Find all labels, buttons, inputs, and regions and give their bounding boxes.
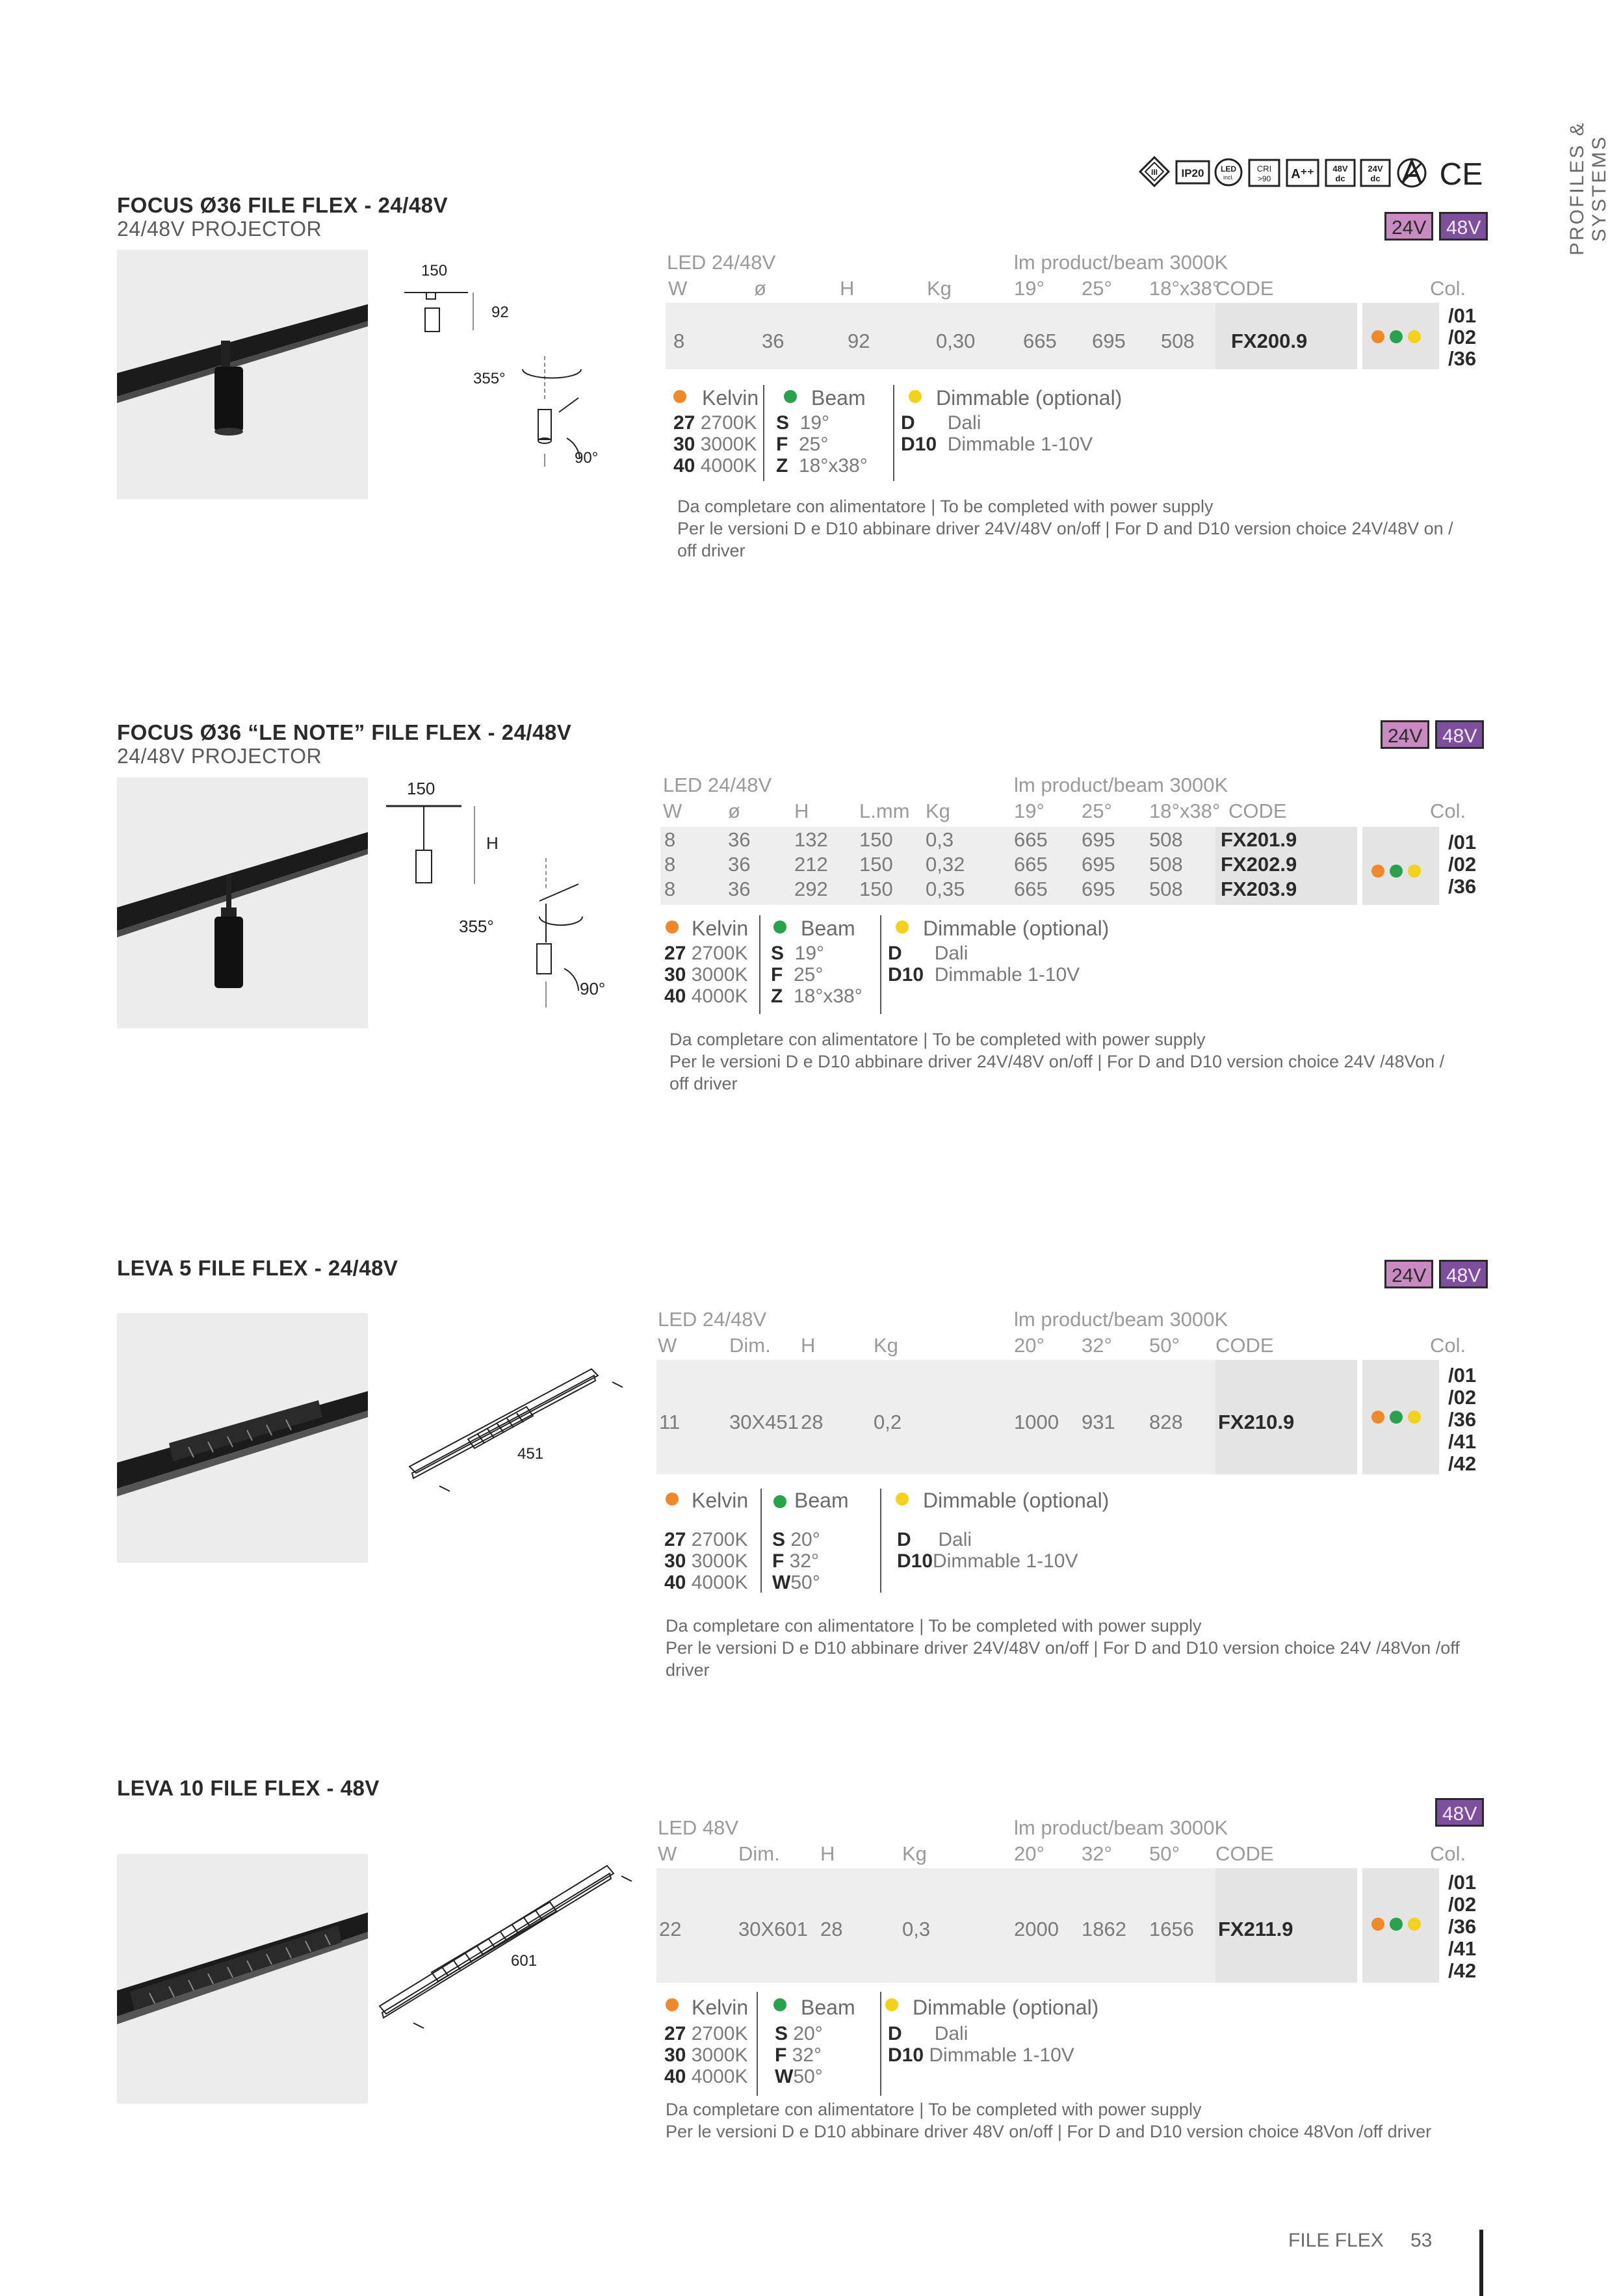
beam-dot	[1390, 865, 1403, 878]
col-header-kg: Kg	[927, 277, 952, 300]
cell-lm1: 665	[1023, 330, 1057, 352]
col-header-col: Col.	[1430, 277, 1466, 300]
svg-text:24V: 24V	[1368, 164, 1383, 174]
color-code: /01	[1448, 1364, 1477, 1387]
legend-kelvin-heading: Kelvin	[692, 917, 749, 940]
legend-dimmable-list: D Dali D10 Dimmable 1-10V	[888, 2023, 1074, 2066]
svg-text:LED: LED	[1221, 164, 1236, 174]
col-header-dim: Dim.	[729, 1334, 771, 1357]
cell-w: 8	[673, 330, 685, 352]
certification-icons	[1136, 153, 1494, 190]
col-header-code: CODE	[1215, 1334, 1274, 1357]
beam-dot	[773, 1495, 786, 1508]
dimmable-dot	[1408, 1918, 1421, 1931]
cell-h: 28	[801, 1411, 824, 1433]
color-code: /01	[1448, 831, 1477, 854]
cell-kg: 0,2	[874, 1411, 902, 1433]
color-code: /36	[1448, 347, 1477, 370]
voltage-badge-24v: 24V	[1381, 720, 1429, 749]
col-header-code: CODE	[1215, 277, 1274, 300]
dim-height-label: 92	[491, 304, 509, 321]
cell-lm1: 1000	[1014, 1411, 1059, 1433]
col-header-beam1: 19°	[1014, 800, 1045, 822]
tilt-label: 90°	[580, 979, 606, 998]
cell-h: 92	[848, 330, 870, 352]
product-title: LEVA 5 FILE FLEX - 24/48V	[117, 1256, 398, 1280]
product-title: LEVA 10 FILE FLEX - 48V	[117, 1776, 380, 1800]
col-header-dim: Dim.	[738, 1842, 780, 1865]
kelvin-dot	[666, 1493, 679, 1506]
dim-height-label: H	[486, 833, 499, 853]
voltage-badge-24v: 24V	[1384, 212, 1433, 241]
cell-lm1: 2000	[1014, 1918, 1059, 1940]
legend-beam-heading: Beam	[811, 386, 866, 410]
led-label: LED 24/48V	[663, 774, 772, 796]
footer-section-label: FILE FLEX	[1288, 2230, 1384, 2251]
legend-divider	[880, 915, 881, 1014]
cri-icon	[1249, 160, 1279, 186]
page-number: 53	[1410, 2230, 1433, 2251]
color-code: /36	[1448, 1915, 1477, 1938]
24v-dc-icon	[1361, 160, 1390, 186]
cell-dim: 30X451	[729, 1411, 799, 1433]
legend-divider	[893, 385, 894, 481]
legend-kelvin-heading: Kelvin	[692, 1489, 749, 1512]
col-header-col: Col.	[1430, 1842, 1466, 1865]
svg-text:dc: dc	[1370, 174, 1381, 183]
col-header-h: H	[840, 277, 855, 300]
product-photo	[117, 777, 368, 1028]
product-subtitle: 24/48V PROJECTOR	[117, 744, 322, 768]
lm-label: lm product/beam 3000K	[1014, 251, 1228, 274]
legend-beam-list: S 19° F 25° Z 18°x38°	[771, 943, 863, 1007]
kelvin-dot	[666, 1998, 679, 2011]
cell-lm3: 1656	[1149, 1918, 1194, 1940]
no-tool-icon	[1398, 159, 1425, 187]
legend-divider	[880, 1489, 881, 1593]
legend-divider	[763, 385, 764, 481]
col-header-w: W	[668, 277, 688, 300]
col-header-w: W	[658, 1334, 677, 1357]
legend-beam-list: S 19° F 25° Z 18°x38°	[776, 412, 868, 476]
product-notes: Da completare con alimentatore | To be completed with power supply Per le versioni D e D10 abbinare driver 24V/48V on/off | For D and D10 version choice 24V/48V on / off driver	[677, 497, 1453, 560]
col-header-code: CODE	[1215, 1842, 1274, 1865]
cell-lm2: 1862	[1082, 1918, 1126, 1940]
led-label: LED 24/48V	[667, 251, 776, 274]
beam-dot	[773, 920, 786, 933]
kelvin-dot	[1371, 1918, 1384, 1931]
color-code: /36	[1448, 1408, 1477, 1431]
color-code: /41	[1448, 1937, 1477, 1960]
legend-divider	[760, 1489, 762, 1593]
legend-dimmable-heading: Dimmable (optional)	[923, 1489, 1110, 1512]
voltage-badge-48v: 48V	[1439, 212, 1488, 241]
lm-label: lm product/beam 3000K	[1014, 774, 1228, 796]
cell-kg: 0,3	[902, 1918, 931, 1940]
svg-text:48V: 48V	[1332, 164, 1348, 174]
cell-lm3: 828	[1149, 1411, 1183, 1433]
cell-lm3: 508	[1161, 330, 1195, 352]
product-photo	[117, 1854, 368, 2104]
product-code: FX203.9	[1221, 878, 1297, 900]
col-header-dia: ø	[754, 277, 766, 300]
legend-dimmable-heading: Dimmable (optional)	[936, 386, 1123, 410]
beam-dot	[1390, 330, 1403, 343]
dimmable-dot	[896, 1493, 909, 1506]
legend-divider	[757, 1992, 758, 2096]
dimmable-dot	[1408, 330, 1421, 343]
technical-drawing	[383, 774, 630, 1014]
col-header-kg: Kg	[926, 800, 950, 822]
product-photo	[117, 250, 368, 499]
product-notes: Da completare con alimentatore | To be completed with power supply Per le versioni D e D10 abbinare driver 48V on/off | For D and D10 version choice 48Von /off driver	[666, 2100, 1432, 2141]
color-code: /02	[1448, 326, 1477, 348]
legend-beam-heading: Beam	[801, 1996, 855, 2019]
col-header-col: Col.	[1430, 1334, 1466, 1357]
voltage-badge-48v: 48V	[1435, 720, 1484, 749]
product-subtitle: 24/48V PROJECTOR	[117, 217, 322, 241]
dimmable-dot	[885, 1998, 898, 2011]
product-code: FX210.9	[1218, 1411, 1295, 1433]
rotation-label: 355°	[459, 917, 494, 936]
footer-marker-bar	[1479, 2230, 1483, 2296]
product-code: FX201.9	[1221, 828, 1297, 851]
col-header-h: H	[794, 800, 809, 822]
col-header-length: L.mm	[859, 800, 910, 822]
dim-length-label: 451	[517, 1445, 544, 1463]
legend-beam-list: S 20° F 32° W50°	[775, 2023, 823, 2087]
dimmable-dot	[909, 390, 922, 403]
cell-dia: 36	[762, 330, 785, 352]
ip20-icon	[1176, 161, 1209, 183]
48v-dc-icon	[1326, 160, 1355, 186]
legend-beam-list: S 20° F 32° W50°	[772, 1529, 820, 1593]
side-section-label: PROFILES & SYSTEMS	[1566, 121, 1610, 256]
product-notes: Da completare con alimentatore | To be completed with power supply Per le versioni D e D10 abbinare driver 24V/48V on/off | For D and D10 version choice 24V /48Von /off driver	[666, 1616, 1460, 1680]
legend-kelvin-heading: Kelvin	[702, 386, 759, 410]
svg-text:III: III	[1150, 168, 1158, 177]
product-code: FX211.9	[1218, 1918, 1293, 1940]
col-header-w: W	[658, 1842, 677, 1865]
rotation-label: 355°	[473, 370, 506, 387]
led-label: LED 48V	[658, 1816, 739, 1839]
cell-dim: 30X601	[738, 1918, 808, 1940]
color-code: /01	[1448, 304, 1477, 327]
col-header-beam3: 50°	[1149, 1842, 1180, 1865]
cell-lm2: 931	[1082, 1411, 1115, 1433]
led-label: LED 24/48V	[658, 1308, 767, 1331]
svg-text:>90: >90	[1257, 174, 1271, 183]
col-header-beam3: 50°	[1149, 1334, 1180, 1357]
cell-w: 22	[659, 1918, 682, 1940]
legend-kelvin-heading: Kelvin	[692, 1996, 749, 2019]
ce-mark-icon	[1440, 157, 1483, 190]
voltage-badge-24v: 24V	[1384, 1260, 1433, 1288]
col-header-beam1: 20°	[1014, 1334, 1045, 1357]
led-incl-icon	[1215, 159, 1241, 185]
tilt-label: 90°	[575, 449, 599, 467]
kelvin-dot	[666, 920, 679, 933]
col-header-beam1: 20°	[1014, 1842, 1045, 1865]
voltage-badge-48v: 48V	[1439, 1260, 1488, 1288]
energy-class-icon	[1287, 160, 1318, 186]
legend-dimmable-list: D Dali D10 Dimmable 1-10V	[901, 412, 1093, 455]
dim-width-label: 150	[407, 779, 435, 798]
color-code: /02	[1448, 1893, 1477, 1916]
beam-dot	[1390, 1918, 1403, 1931]
technical-drawing	[396, 259, 630, 480]
legend-kelvin-list: 27 2700K 30 3000K 40 4000K	[673, 412, 757, 476]
technical-drawing	[403, 1359, 643, 1515]
lm-label: lm product/beam 3000K	[1014, 1816, 1228, 1839]
class-III-icon	[1140, 157, 1169, 186]
col-header-dia: ø	[728, 800, 740, 822]
legend-beam-heading: Beam	[801, 917, 855, 940]
dim-length-label: 601	[511, 1952, 538, 1970]
legend-dimmable-heading: Dimmable (optional)	[923, 917, 1110, 940]
beam-dot	[1390, 1411, 1403, 1424]
color-code: /42	[1448, 1959, 1477, 1982]
voltage-badge-48v: 48V	[1435, 1798, 1484, 1827]
col-header-kg: Kg	[874, 1334, 898, 1357]
color-code: /36	[1448, 875, 1477, 898]
legend-dimmable-heading: Dimmable (optional)	[913, 1996, 1099, 2019]
col-header-beam2: 32°	[1082, 1842, 1112, 1865]
dimmable-dot	[1408, 865, 1421, 878]
legend-dimmable-list: D Dali D10 Dimmable 1-10V	[888, 943, 1080, 985]
product-notes: Da completare con alimentatore | To be completed with power supply Per le versioni D e D10 abbinare driver 24V/48V on/off | For D and D10 version choice 24V /48Von / off driver	[669, 1030, 1445, 1093]
col-header-code: CODE	[1228, 800, 1287, 822]
legend-divider	[759, 915, 760, 1014]
kelvin-dot	[673, 390, 686, 403]
product-photo	[117, 1313, 368, 1563]
beam-dot	[773, 1998, 786, 2011]
product-title: FOCUS Ø36 “LE NOTE” FILE FLEX - 24/48V	[117, 720, 572, 744]
kelvin-dot	[1371, 865, 1384, 878]
legend-kelvin-list: 27 2700K 30 3000K 40 4000K	[664, 1529, 748, 1593]
col-header-beam2: 25°	[1082, 800, 1112, 822]
dimmable-dot	[896, 920, 909, 933]
col-header-col: Col.	[1430, 800, 1466, 822]
kelvin-dot	[1371, 1411, 1384, 1424]
col-header-beam3: 18°x38°	[1149, 277, 1221, 300]
svg-text:CRI: CRI	[1256, 164, 1272, 174]
legend-dimmable-list: D Dali D10Dimmable 1-10V	[897, 1529, 1078, 1572]
svg-text:IP20: IP20	[1181, 167, 1204, 179]
col-header-w: W	[663, 800, 682, 822]
legend-kelvin-list: 27 2700K 30 3000K 40 4000K	[664, 943, 748, 1007]
svg-text:incl.: incl.	[1223, 174, 1234, 181]
color-code: /02	[1448, 853, 1477, 876]
lm-label: lm product/beam 3000K	[1014, 1308, 1228, 1331]
legend-beam-heading: Beam	[794, 1489, 849, 1512]
product-title: FOCUS Ø36 FILE FLEX - 24/48V	[117, 193, 448, 217]
kelvin-dot	[1371, 330, 1384, 343]
color-code: /02	[1448, 1386, 1477, 1409]
dim-width-label: 150	[421, 262, 448, 280]
cell-h: 28	[820, 1918, 843, 1940]
col-header-h: H	[801, 1334, 816, 1357]
legend-kelvin-list: 27 2700K 30 3000K 40 4000K	[664, 2023, 748, 2087]
legend-divider	[880, 1992, 881, 2096]
cell-kg: 0,30	[936, 330, 976, 352]
product-code: FX202.9	[1221, 853, 1297, 876]
svg-text:A⁺⁺: A⁺⁺	[1291, 167, 1314, 181]
col-header-h: H	[820, 1842, 835, 1865]
svg-text:CE: CE	[1439, 157, 1483, 190]
svg-text:dc: dc	[1335, 174, 1345, 183]
technical-drawing	[377, 1859, 637, 2041]
col-header-beam2: 25°	[1082, 277, 1112, 300]
dimmable-dot	[1408, 1411, 1421, 1424]
color-code: /01	[1448, 1871, 1477, 1894]
col-header-beam2: 32°	[1082, 1334, 1112, 1357]
beam-dot	[784, 390, 797, 403]
cell-lm2: 695	[1092, 330, 1126, 352]
color-code: /41	[1448, 1430, 1477, 1453]
cell-w: 11	[659, 1411, 681, 1433]
product-code: FX200.9	[1231, 330, 1308, 352]
col-header-kg: Kg	[902, 1842, 927, 1865]
color-code: /42	[1448, 1452, 1477, 1475]
col-header-beam1: 19°	[1014, 277, 1045, 300]
col-header-beam3: 18°x38°	[1149, 800, 1221, 822]
